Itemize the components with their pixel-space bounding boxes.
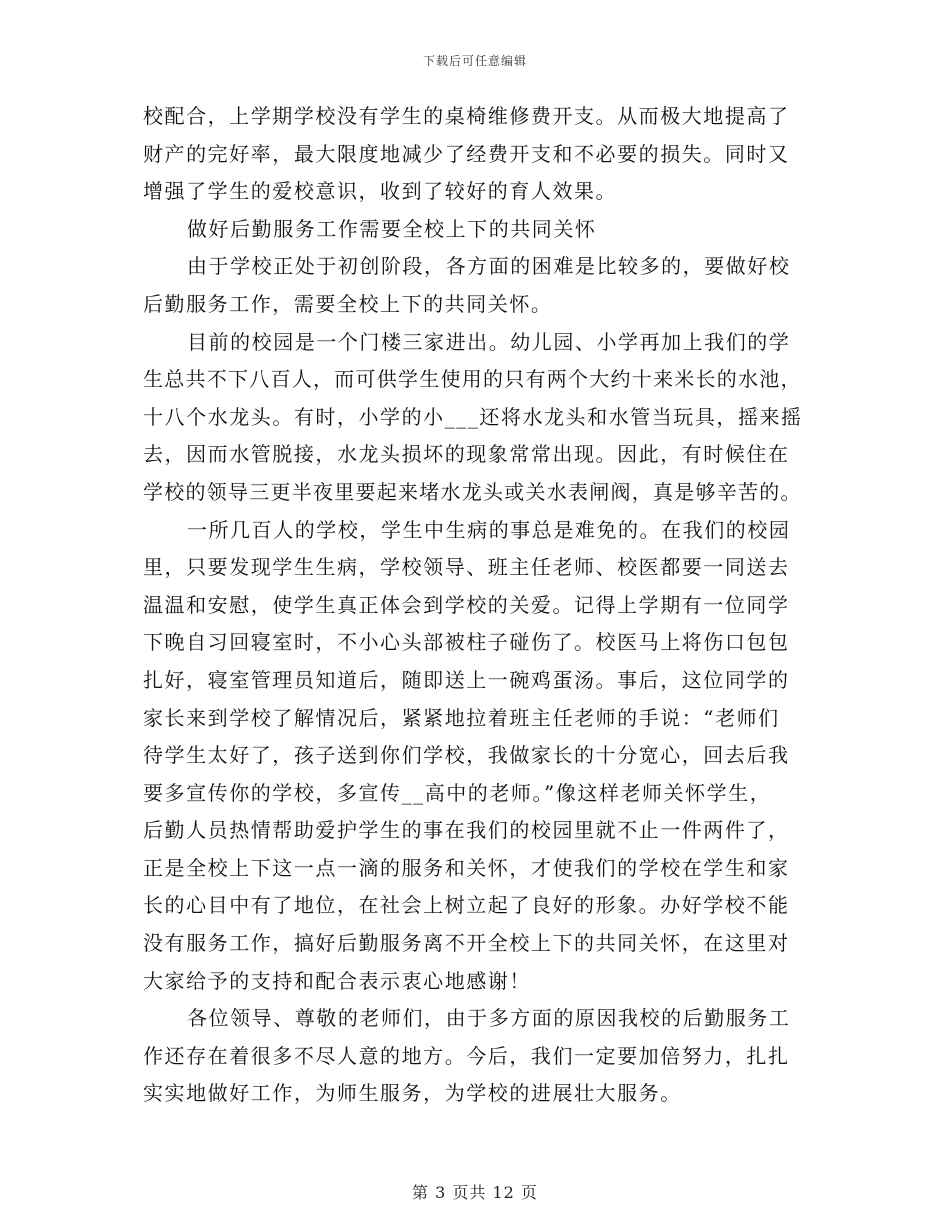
body-line: 增强了学生的爱校意识，收到了较好的育人效果。	[143, 179, 618, 204]
body-line: 后勤服务工作，需要全校上下的共同关怀。	[143, 291, 553, 316]
body-line: 十八个水龙头。有时，小学的小___还将水龙头和水管当玩具，摇来摇	[143, 404, 803, 429]
body-line: 里，只要发现学生生病，学校领导、班主任老师、校医都要一同送去	[143, 555, 790, 580]
body-line: 家长来到学校了解情况后，紧紧地拉着班主任老师的手说：“老师们	[143, 705, 780, 730]
body-line: 实实地做好工作，为师生服务，为学校的进展壮大服务。	[143, 1081, 682, 1106]
body-line: 大家给予的支持和配合表示衷心地感谢！	[143, 968, 531, 993]
body-line: 作还存在着很多不尽人意的地方。今后，我们一定要加倍努力，扎扎	[143, 1043, 790, 1068]
body-line: 长的心目中有了地位，在社会上树立起了良好的形象。办好学校不能	[143, 893, 790, 918]
body-line: 正是全校上下这一点一滴的服务和关怀，才使我们的学校在学生和家	[143, 855, 790, 880]
body-line: 没有服务工作，搞好后勤服务离不开全校上下的共同关怀，在这里对	[143, 931, 790, 956]
body-line: 生总共不下八百人，而可供学生使用的只有两个大约十来米长的水池，	[143, 367, 802, 392]
body-line: 待学生太好了，孩子送到你们学校，我做家长的十分宽心，回去后我	[143, 743, 790, 768]
body-line: 由于学校正处于初创阶段，各方面的困难是比较多的，要做好校	[187, 254, 791, 279]
body-line: 学校的领导三更半夜里要起来堵水龙头或关水表闸阀，真是够辛苦的。	[143, 479, 802, 504]
body-line: 温温和安慰，使学生真正体会到学校的关爱。记得上学期有一位同学	[143, 592, 790, 617]
body-line: 后勤人员热情帮助爱护学生的事在我们的校园里就不止一件两件了，	[143, 818, 790, 843]
body-line: 扎好，寝室管理员知道后，随即送上一碗鸡蛋汤。事后，这位同学的	[143, 667, 790, 692]
document-body	[143, 98, 803, 1113]
page-header: 下载后可任意编辑	[422, 54, 527, 68]
section-heading: 做好后勤服务工作需要全校上下的共同关怀	[187, 216, 597, 241]
body-line: 财产的完好率，最大限度地减少了经费开支和不必要的损失。同时又	[143, 141, 790, 166]
body-line: 目前的校园是一个门楼三家进出。幼儿园、小学再加上我们的学	[187, 329, 791, 354]
page-number: 第 3 页共 12 页	[412, 1183, 538, 1202]
body-line: 一所几百人的学校，学生中生病的事总是难免的。在我们的校园	[187, 517, 791, 542]
body-line: 各位领导、尊敬的老师们，由于多方面的原因我校的后勤服务工	[187, 1006, 791, 1031]
body-line: 去，因而水管脱接，水龙头损坏的现象常常出现。因此，有时候住在	[143, 442, 790, 467]
body-line: 校配合，上学期学校没有学生的桌椅维修费开支。从而极大地提高了	[143, 104, 790, 128]
body-line: 要多宣传你的学校，多宣传__高中的老师。”像这样老师关怀学生，	[143, 780, 772, 805]
body-line: 下晚自习回寝室时，不小心头部被柱子碰伤了。校医马上将伤口包包	[143, 630, 790, 655]
